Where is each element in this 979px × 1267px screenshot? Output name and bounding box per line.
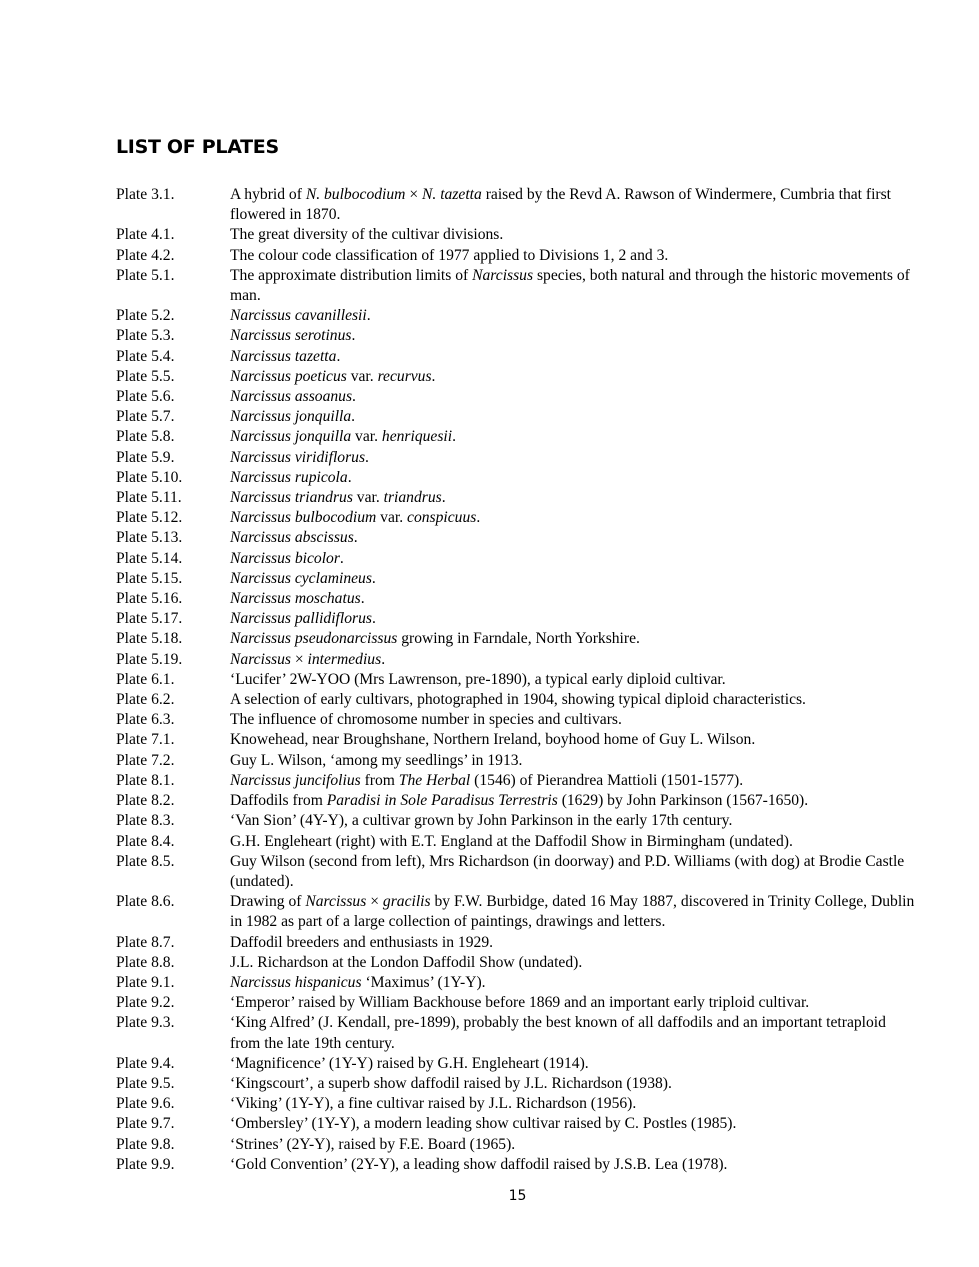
plate-entry (116, 185, 916, 225)
plate-description (230, 185, 916, 225)
plate-description (230, 347, 916, 367)
plate-description (230, 933, 916, 953)
text-segment: . (381, 650, 386, 668)
plate-description (230, 892, 916, 932)
plate-number: Plate 5.4. (116, 347, 175, 365)
text-segment: . (431, 367, 436, 385)
plate-entry (116, 1013, 916, 1053)
plate-description (230, 589, 916, 609)
plate-number: Plate 9.7. (116, 1115, 175, 1133)
text-segment: ‘Magnificence’ (1Y-Y) raised by G.H. Engleheart (1914). (230, 1054, 589, 1072)
plate-entry (116, 225, 916, 245)
plate-description (230, 326, 916, 346)
text-segment: × (366, 893, 383, 911)
plate-description (230, 387, 916, 407)
text-segment: A selection of early cultivars, photographed in 1904, showing typical diploid characteristics. (230, 691, 806, 709)
plate-description (230, 690, 916, 710)
plate-entry (116, 791, 916, 811)
plate-entry (116, 629, 916, 649)
plate-number: Plate 8.7. (116, 933, 175, 951)
plate-entry (116, 650, 916, 670)
italic-text: Narcissus rupicola (230, 468, 348, 486)
plate-description (230, 549, 916, 569)
text-segment: from (360, 771, 399, 789)
text-segment: . (365, 448, 369, 466)
text-segment: . (352, 388, 356, 406)
plate-entry (116, 306, 916, 326)
italic-text: Narcissus (305, 893, 367, 911)
plate-entry (116, 933, 916, 953)
plate-number: Plate 5.14. (116, 549, 183, 567)
plate-description (230, 710, 916, 730)
plate-number: Plate 8.3. (116, 812, 175, 830)
plate-description (230, 1114, 916, 1134)
plate-entry (116, 549, 916, 569)
italic-text: N. bulbocodium (305, 186, 406, 203)
text-segment: × (290, 650, 308, 668)
plate-entry (116, 730, 916, 750)
text-segment: Guy Wilson (second from left), Mrs Richardson (in doorway) and P.D. Williams (with dog) at Brodie Castle (undated). (230, 852, 905, 890)
text-segment: . (360, 590, 365, 608)
text-segment: . (476, 509, 481, 527)
text-segment: raised by the Revd A. Rawson of Windermere, Cumbria that first flowered in 1870. (230, 186, 892, 224)
plate-entry (116, 266, 916, 306)
plate-entry (116, 771, 916, 791)
italic-text: Narcissus serotinus (230, 327, 352, 345)
plate-entry (116, 1074, 916, 1094)
plate-description (230, 973, 916, 993)
plate-number: Plate 8.4. (116, 832, 175, 850)
italic-text: intermedius (307, 650, 382, 668)
plate-entry (116, 508, 916, 528)
plate-number: Plate 8.1. (116, 771, 175, 789)
text-segment: J.L. Richardson at the London Daffodil Show (undated). (230, 953, 583, 971)
plate-description (230, 1155, 916, 1175)
italic-text: Narcissus hispanicus (230, 973, 362, 991)
plate-entry (116, 427, 916, 447)
plate-entry (116, 832, 916, 852)
plate-number: Plate 5.5. (116, 367, 175, 385)
italic-text: Narcissus poeticus (230, 367, 347, 385)
plate-number: Plate 5.17. (116, 610, 183, 628)
plate-number: Plate 5.8. (116, 428, 175, 446)
text-segment: × (405, 186, 423, 203)
plate-description (230, 468, 916, 488)
plate-description (230, 811, 916, 831)
plate-number: Plate 8.5. (116, 852, 175, 870)
plate-entry (116, 852, 916, 892)
italic-text: triandrus (383, 489, 442, 507)
text-segment: var. (351, 428, 382, 446)
page-number: 15 (508, 1188, 527, 1204)
italic-text: Narcissus cyclamineus (230, 569, 372, 587)
plate-number: Plate 5.6. (116, 388, 175, 406)
plate-number: Plate 9.6. (116, 1095, 175, 1113)
plate-entry (116, 1054, 916, 1074)
plate-number: Plate 9.4. (116, 1054, 175, 1072)
text-segment: species, both natural and through the historic movements of man. (230, 266, 910, 305)
italic-text: gracilis (382, 893, 431, 911)
plate-entry (116, 387, 916, 407)
text-segment: The approximate distribution limits of (230, 266, 473, 284)
text-segment: (1629) by John Parkinson (1567-1650). (557, 792, 809, 810)
plate-number: Plate 3.1. (116, 186, 175, 203)
italic-text: henriquesii (381, 428, 453, 446)
plate-description (230, 852, 916, 892)
plate-description (230, 246, 916, 266)
plate-entry (116, 347, 916, 367)
text-segment: ‘Gold Convention’ (2Y-Y), a leading show daffodil raised by J.S.B. Lea (1978). (230, 1155, 728, 1173)
text-segment: . (353, 529, 358, 547)
text-segment: ‘Kingscourt’, a superb show daffodil raised by J.L. Richardson (1938). (230, 1074, 672, 1092)
plate-description (230, 791, 916, 811)
plate-number: Plate 7.1. (116, 731, 175, 749)
text-segment: G.H. Engleheart (right) with E.T. England at the Daffodil Show in Birmingham (undated). (230, 832, 793, 850)
plate-description (230, 407, 916, 427)
plate-number: Plate 9.9. (116, 1155, 175, 1173)
plate-number: Plate 5.18. (116, 630, 183, 648)
italic-text: Narcissus bicolor (230, 549, 340, 567)
plate-list (116, 185, 916, 1175)
plate-number: Plate 9.5. (116, 1074, 175, 1092)
italic-text: N. tazetta (422, 186, 482, 203)
italic-text: The Herbal (398, 771, 471, 789)
plate-description (230, 1013, 916, 1053)
text-segment: Daffodils from (230, 792, 327, 810)
italic-text: Narcissus bulbocodium (230, 509, 377, 527)
plate-description (230, 832, 916, 852)
italic-text: conspicuus (407, 509, 477, 527)
text-segment: . (441, 489, 446, 507)
plate-description (230, 488, 916, 508)
plate-number: Plate 5.13. (116, 529, 183, 547)
plate-description (230, 1094, 916, 1114)
plate-entry (116, 407, 916, 427)
plate-entry (116, 326, 916, 346)
italic-text: Narcissus jonquilla (230, 408, 352, 426)
plate-description (230, 266, 916, 306)
italic-text: Narcissus abscissus (230, 529, 354, 547)
plate-description (230, 1054, 916, 1074)
text-segment: var. (376, 509, 408, 527)
plate-entry (116, 973, 916, 993)
plate-number: Plate 4.2. (116, 246, 175, 264)
plate-number: Plate 5.15. (116, 569, 183, 587)
text-segment: ‘Ombersley’ (1Y-Y), a modern leading show cultivar raised by C. Postles (1985). (230, 1115, 737, 1133)
plate-description (230, 953, 916, 973)
text-segment: growing in Farndale, North Yorkshire. (397, 630, 640, 648)
plate-description (230, 670, 916, 690)
text-segment: Guy L. Wilson, ‘among my seedlings’ in 1913. (230, 751, 523, 769)
text-segment: ‘Lucifer’ 2W-YOO (Mrs Lawrenson, pre-1890), a typical early diploid cultivar. (230, 670, 726, 688)
plate-description (230, 528, 916, 548)
plate-description (230, 367, 916, 387)
plate-entry (116, 892, 916, 932)
plate-description (230, 993, 916, 1013)
plate-description (230, 508, 916, 528)
plate-description (230, 629, 916, 649)
text-segment: . (371, 569, 376, 587)
plate-entry (116, 609, 916, 629)
italic-text: Narcissus (472, 266, 534, 284)
plate-description (230, 448, 916, 468)
italic-text: Narcissus tazetta (230, 347, 337, 365)
plate-description (230, 569, 916, 589)
text-segment: var. (346, 367, 378, 385)
plate-number: Plate 6.1. (116, 670, 175, 688)
plate-number: Plate 5.12. (116, 509, 183, 527)
plate-number: Plate 8.2. (116, 792, 175, 810)
italic-text: Narcissus assoanus (230, 388, 353, 406)
plate-entry (116, 1114, 916, 1134)
italic-text: Narcissus (230, 650, 291, 668)
text-segment: by F.W. Burbidge, dated 16 May 1887, discovered in Trinity College, Dublin in 1982 as part of a large collection of paintings, drawings and letters. (230, 893, 915, 931)
plate-entry (116, 811, 916, 831)
plate-number: Plate 4.1. (116, 226, 175, 244)
plate-number: Plate 7.2. (116, 751, 175, 769)
plate-entry (116, 953, 916, 973)
plate-description (230, 609, 916, 629)
plate-number: Plate 5.10. (116, 468, 183, 486)
plate-description (230, 771, 916, 791)
plate-number: Plate 8.8. (116, 953, 175, 971)
page-title: LIST OF PLATES (116, 136, 279, 158)
italic-text: Narcissus pallidiflorus (230, 610, 372, 628)
italic-text: Narcissus cavanillesii (230, 307, 367, 325)
text-segment: . (371, 610, 376, 628)
text-segment: ‘Strines’ (2Y-Y), raised by F.E. Board (1965). (230, 1135, 516, 1153)
text-segment: ‘King Alfred’ (J. Kendall, pre-1899), probably the best known of all daffodils and an important tetraploid from the late 19th century. (230, 1014, 886, 1052)
text-segment: The great diversity of the cultivar divisions. (230, 226, 504, 244)
text-segment: . (339, 549, 344, 567)
italic-text: Narcissus juncifolius (230, 771, 361, 789)
plate-entry (116, 670, 916, 690)
plate-number: Plate 5.1. (116, 266, 175, 284)
plate-description (230, 1074, 916, 1094)
plate-number: Plate 6.3. (116, 711, 175, 729)
plate-number: Plate 5.11. (116, 489, 182, 507)
plate-entry (116, 569, 916, 589)
plate-entry (116, 993, 916, 1013)
italic-text: Narcissus viridiflorus (230, 448, 366, 466)
text-segment: ‘Viking’ (1Y-Y), a fine cultivar raised by J.L. Richardson (1956). (230, 1095, 637, 1113)
text-segment: The influence of chromosome number in species and cultivars. (230, 711, 622, 729)
plate-entry (116, 528, 916, 548)
text-segment: . (351, 408, 356, 426)
text-segment: Daffodil breeders and enthusiasts in 1929. (230, 933, 494, 951)
text-segment: (1546) of Pierandrea Mattioli (1501-1577). (470, 771, 744, 789)
text-segment: . (452, 428, 456, 446)
plate-entry (116, 246, 916, 266)
text-segment: ‘Van Sion’ (4Y-Y), a cultivar grown by John Parkinson in the early 17th century. (230, 812, 733, 830)
text-segment: ‘Maximus’ (1Y-Y). (361, 973, 486, 991)
text-segment: . (347, 468, 352, 486)
plate-description (230, 306, 916, 326)
plate-description (230, 1135, 916, 1155)
plate-description (230, 751, 916, 771)
plate-description (230, 730, 916, 750)
plate-number: Plate 6.2. (116, 691, 175, 709)
plate-number: Plate 5.2. (116, 307, 175, 325)
text-segment: ‘Emperor’ raised by William Backhouse before 1869 and an important early triploid cultivar. (230, 994, 810, 1012)
text-segment: The colour code classification of 1977 applied to Divisions 1, 2 and 3. (230, 246, 669, 264)
plate-number: Plate 5.16. (116, 590, 183, 608)
text-segment: A hybrid of (230, 186, 306, 203)
plate-description (230, 225, 916, 245)
plate-entry (116, 751, 916, 771)
plate-entry (116, 589, 916, 609)
plate-number: Plate 5.9. (116, 448, 175, 466)
italic-text: Paradisi in Sole Paradisus Terrestris (326, 792, 558, 810)
plate-entry (116, 488, 916, 508)
plate-number: Plate 9.2. (116, 994, 175, 1012)
plate-number: Plate 5.3. (116, 327, 175, 345)
plate-entry (116, 448, 916, 468)
plate-number: Plate 9.8. (116, 1135, 175, 1153)
plate-number: Plate 5.19. (116, 650, 183, 668)
plate-entry (116, 710, 916, 730)
text-segment: . (366, 307, 371, 325)
italic-text: Narcissus triandrus (230, 489, 353, 507)
plate-description (230, 427, 916, 447)
italic-text: Narcissus jonquilla (230, 428, 352, 446)
plate-entry (116, 367, 916, 387)
plate-entry (116, 1094, 916, 1114)
text-segment: . (336, 347, 341, 365)
text-segment: . (351, 327, 356, 345)
plate-entry (116, 1135, 916, 1155)
italic-text: recurvus (377, 367, 432, 385)
plate-description (230, 650, 916, 670)
plate-entry (116, 1155, 916, 1175)
plate-entry (116, 690, 916, 710)
text-segment: var. (352, 489, 384, 507)
plate-number: Plate 9.3. (116, 1014, 175, 1032)
plate-number: Plate 8.6. (116, 893, 175, 911)
plate-number: Plate 9.1. (116, 973, 175, 991)
plate-entry (116, 468, 916, 488)
italic-text: Narcissus pseudonarcissus (230, 630, 398, 648)
italic-text: Narcissus moschatus (230, 590, 361, 608)
plate-number: Plate 5.7. (116, 408, 175, 426)
text-segment: Drawing of (230, 893, 306, 911)
text-segment: Knowehead, near Broughshane, Northern Ireland, boyhood home of Guy L. Wilson. (230, 731, 756, 749)
